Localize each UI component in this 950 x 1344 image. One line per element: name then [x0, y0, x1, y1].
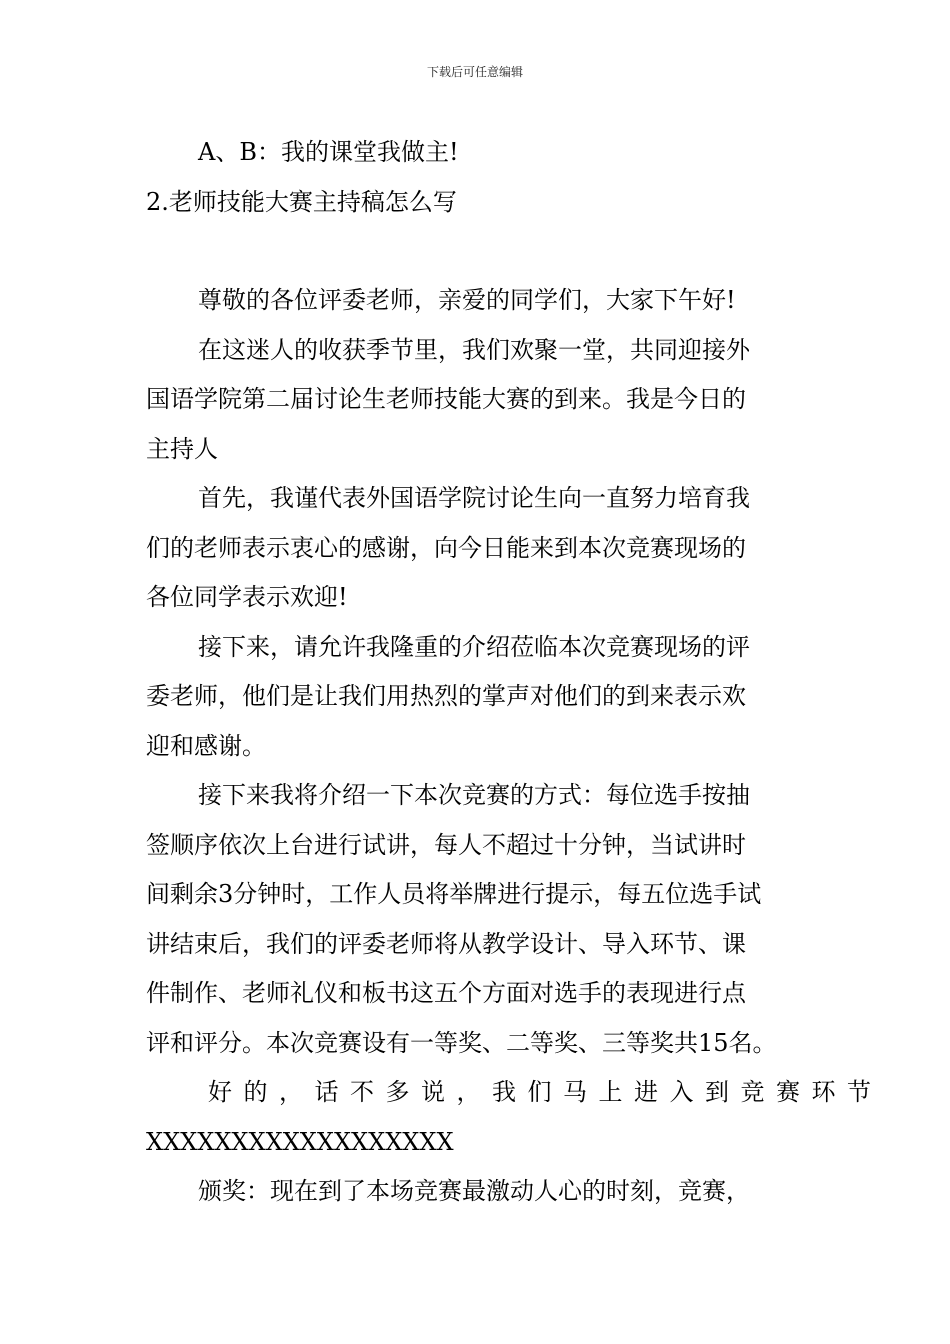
text-line: 接下来，请允许我隆重的介绍莅临本次竞赛现场的评: [198, 632, 750, 661]
text-line: 迎和感谢。: [146, 731, 266, 760]
text-line: 讲结束后，我们的评委老师将从教学设计、导入环节、课: [146, 929, 746, 958]
blank-line: [146, 227, 808, 276]
text-line: 在这迷人的收获季节里，我们欢聚一堂，共同迎接外: [198, 335, 750, 364]
text-line: 们的老师表示衷心的感谢，向今日能来到本次竞赛现场的: [146, 533, 746, 562]
text-line: 主持人: [146, 434, 218, 463]
text-line: 好的，话不多说，我们马上进入到竞赛环节: [208, 1078, 883, 1106]
section-heading: 2.老师技能大赛主持稿怎么写: [146, 187, 457, 216]
text-line: 接下来我将介绍一下本次竞赛的方式：每位选手按抽: [198, 781, 750, 809]
text-line: 颁奖：现在到了本场竞赛最激动人心的时刻，竞赛，: [198, 1177, 750, 1205]
text-line: 件制作、老师礼仪和板书这五个方面对选手的表现进行点: [146, 979, 746, 1007]
text-line: 尊敬的各位评委老师，亲爱的同学们，大家下午好!: [198, 286, 736, 314]
document-body: [146, 128, 883, 1217]
text-line: XXXXXXXXXXXXXXXXXX: [146, 1127, 454, 1156]
text-line: 国语学院第二届讨论生老师技能大赛的到来。我是今日的: [146, 385, 746, 413]
text-line: 评和评分。本次竞赛设有一等奖、二等奖、三等奖共15名。: [146, 1028, 777, 1057]
page-header: 下载后可任意编辑: [426, 65, 523, 79]
text-line: 各位同学表示欢迎!: [146, 583, 348, 611]
text-line: 委老师，他们是让我们用热烈的掌声对他们的到来表示欢: [146, 682, 746, 710]
text-line: 间剩余3分钟时，工作人员将举牌进行提示，每五位选手试: [146, 880, 762, 908]
text-line: A、B：我的课堂我做主!: [198, 138, 459, 166]
text-line: 签顺序依次上台进行试讲，每人不超过十分钟，当试讲时: [146, 830, 746, 859]
text-line: 首先，我谨代表外国语学院讨论生向一直努力培育我: [198, 484, 750, 512]
